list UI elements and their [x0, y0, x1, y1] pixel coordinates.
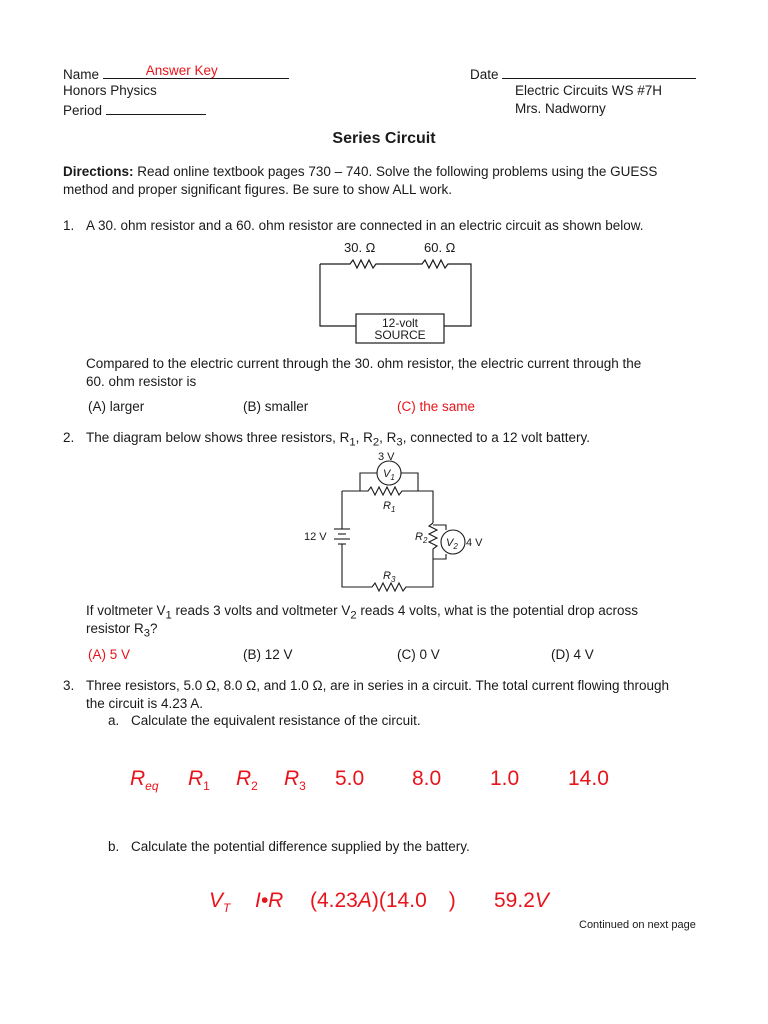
q3-answer-a-value-3: 1.0 [490, 767, 520, 790]
q1-prompt-1: Compared to the electric current through the 30. ohm resistor, the electric current through the [86, 356, 642, 371]
v2-label: $V_2$ [446, 537, 458, 551]
q2-sub-1: 1 [349, 436, 356, 449]
course-name: Honors Physics [63, 83, 157, 98]
q1-prompt-2: 60. ohm resistor is [86, 374, 197, 389]
q3-part-b-label: b. [108, 839, 120, 854]
q1-choice-a: (A) larger [88, 399, 145, 414]
q2-prompt-1: If voltmeter $V_1$ reads 3 volts and voltmeter $V_2$ reads 4 volts, what is the potential drop across [86, 603, 639, 622]
q2-choice-b: (B) 12 V [243, 647, 293, 662]
page-title: Series Circuit [332, 130, 436, 147]
q3-text-1: Three resistors, 5.0 Ω, 8.0 Ω, and 1.0 Ω, are in series in a circuit. The total current flowing through [86, 678, 670, 693]
teacher-name: Mrs. Nadworny [515, 101, 606, 116]
directions-line-1 [63, 163, 657, 181]
q1-choice-c-answer: (C) the same [397, 399, 476, 414]
q2-choice-c: (C) 0 V [397, 647, 440, 662]
date-label: Date [470, 67, 499, 82]
worksheet-title: Electric Circuits WS #7H [515, 83, 663, 98]
name-line [103, 64, 289, 79]
period-line [106, 100, 206, 115]
q2-text-c: , R [379, 430, 397, 445]
directions-label: Directions: [63, 164, 134, 179]
q1-circuit-diagram [310, 236, 480, 346]
q2-number: 2. [63, 430, 75, 445]
q3-answer-a-value-1: 5.0 [335, 767, 365, 790]
q2-text-d: , connected to a 12 volt battery. [402, 430, 591, 445]
q2-prompt-2: resistor $R_3$? [86, 621, 158, 640]
q3-answer-a-r1: $R_1$ [188, 767, 210, 794]
q2-text-b: , R [355, 430, 373, 445]
q1-r2-label: 60. Ω [424, 240, 456, 255]
v2-reading: 4 V [466, 537, 483, 549]
r2-label: $R_2$ [415, 531, 428, 545]
r1-label: $R_1$ [383, 500, 396, 514]
period-label: Period [63, 103, 103, 118]
q2-sub-2: 2 [372, 436, 380, 449]
q3-part-a-label: a. [108, 713, 120, 728]
v1-label: $V_1$ [383, 468, 395, 482]
q1-left-wire [320, 264, 356, 326]
date-line [502, 64, 696, 79]
directions-text-1: Read online textbook pages 730 – 740. Solve the following problems using the GUESS [133, 164, 658, 179]
q3-answer-a-req: $R_{eq}$ [130, 767, 159, 794]
q1-choice-b: (B) smaller [243, 399, 309, 414]
q3-answer-b-ir: I•R [255, 889, 284, 912]
period-field [63, 100, 206, 120]
q1-source-label-2: SOURCE [374, 328, 426, 342]
q2-circuit-diagram [298, 447, 498, 597]
continued-note: Continued on next page [579, 919, 696, 931]
v1-reading: 3 V [378, 451, 395, 463]
q2-choice-d: (D) 4 V [551, 647, 594, 662]
r3-label: $R_3$ [383, 570, 396, 584]
q3-part-a-text: Calculate the equivalent resistance of the circuit. [131, 713, 421, 728]
q3-answer-a-r2: $R_2$ [236, 767, 258, 794]
q2-text-a: The diagram below shows three resistors, R [86, 430, 350, 445]
q2-choice-a-answer: (A) 5 V [88, 647, 131, 662]
name-field [63, 64, 289, 84]
name-label: Name [63, 67, 100, 82]
q3-answer-b-calc: (4.23A)(14.0 ) [310, 889, 456, 912]
q3-number: 3. [63, 678, 75, 693]
q3-part-b-text: Calculate the potential difference supplied by the battery. [131, 839, 470, 854]
q3-text-2: the circuit is 4.23 A. [86, 696, 204, 711]
q2-sub-3: 3 [396, 436, 403, 449]
date-field [470, 64, 696, 84]
q1-r1-label: 30. Ω [344, 240, 376, 255]
battery-label: 12 V [304, 531, 327, 543]
name-answer: Answer Key [145, 63, 218, 78]
q3-answer-a-r3: $R_3$ [284, 767, 306, 794]
q3-answer-b-vt: $V_T$ [209, 889, 231, 916]
q3-answer-b-result: 59.2V [494, 889, 549, 912]
q1-text: A 30. ohm resistor and a 60. ohm resistor are connected in an electric circuit as shown below. [86, 218, 644, 233]
q1-source-label-1: 12-volt [381, 316, 419, 330]
q3-answer-a-total: 14.0 [568, 767, 609, 790]
directions-line-2: method and proper significant figures. Be sure to show ALL work. [63, 182, 452, 197]
q1-number: 1. [63, 218, 75, 233]
q3-answer-a-value-2: 8.0 [412, 767, 442, 790]
